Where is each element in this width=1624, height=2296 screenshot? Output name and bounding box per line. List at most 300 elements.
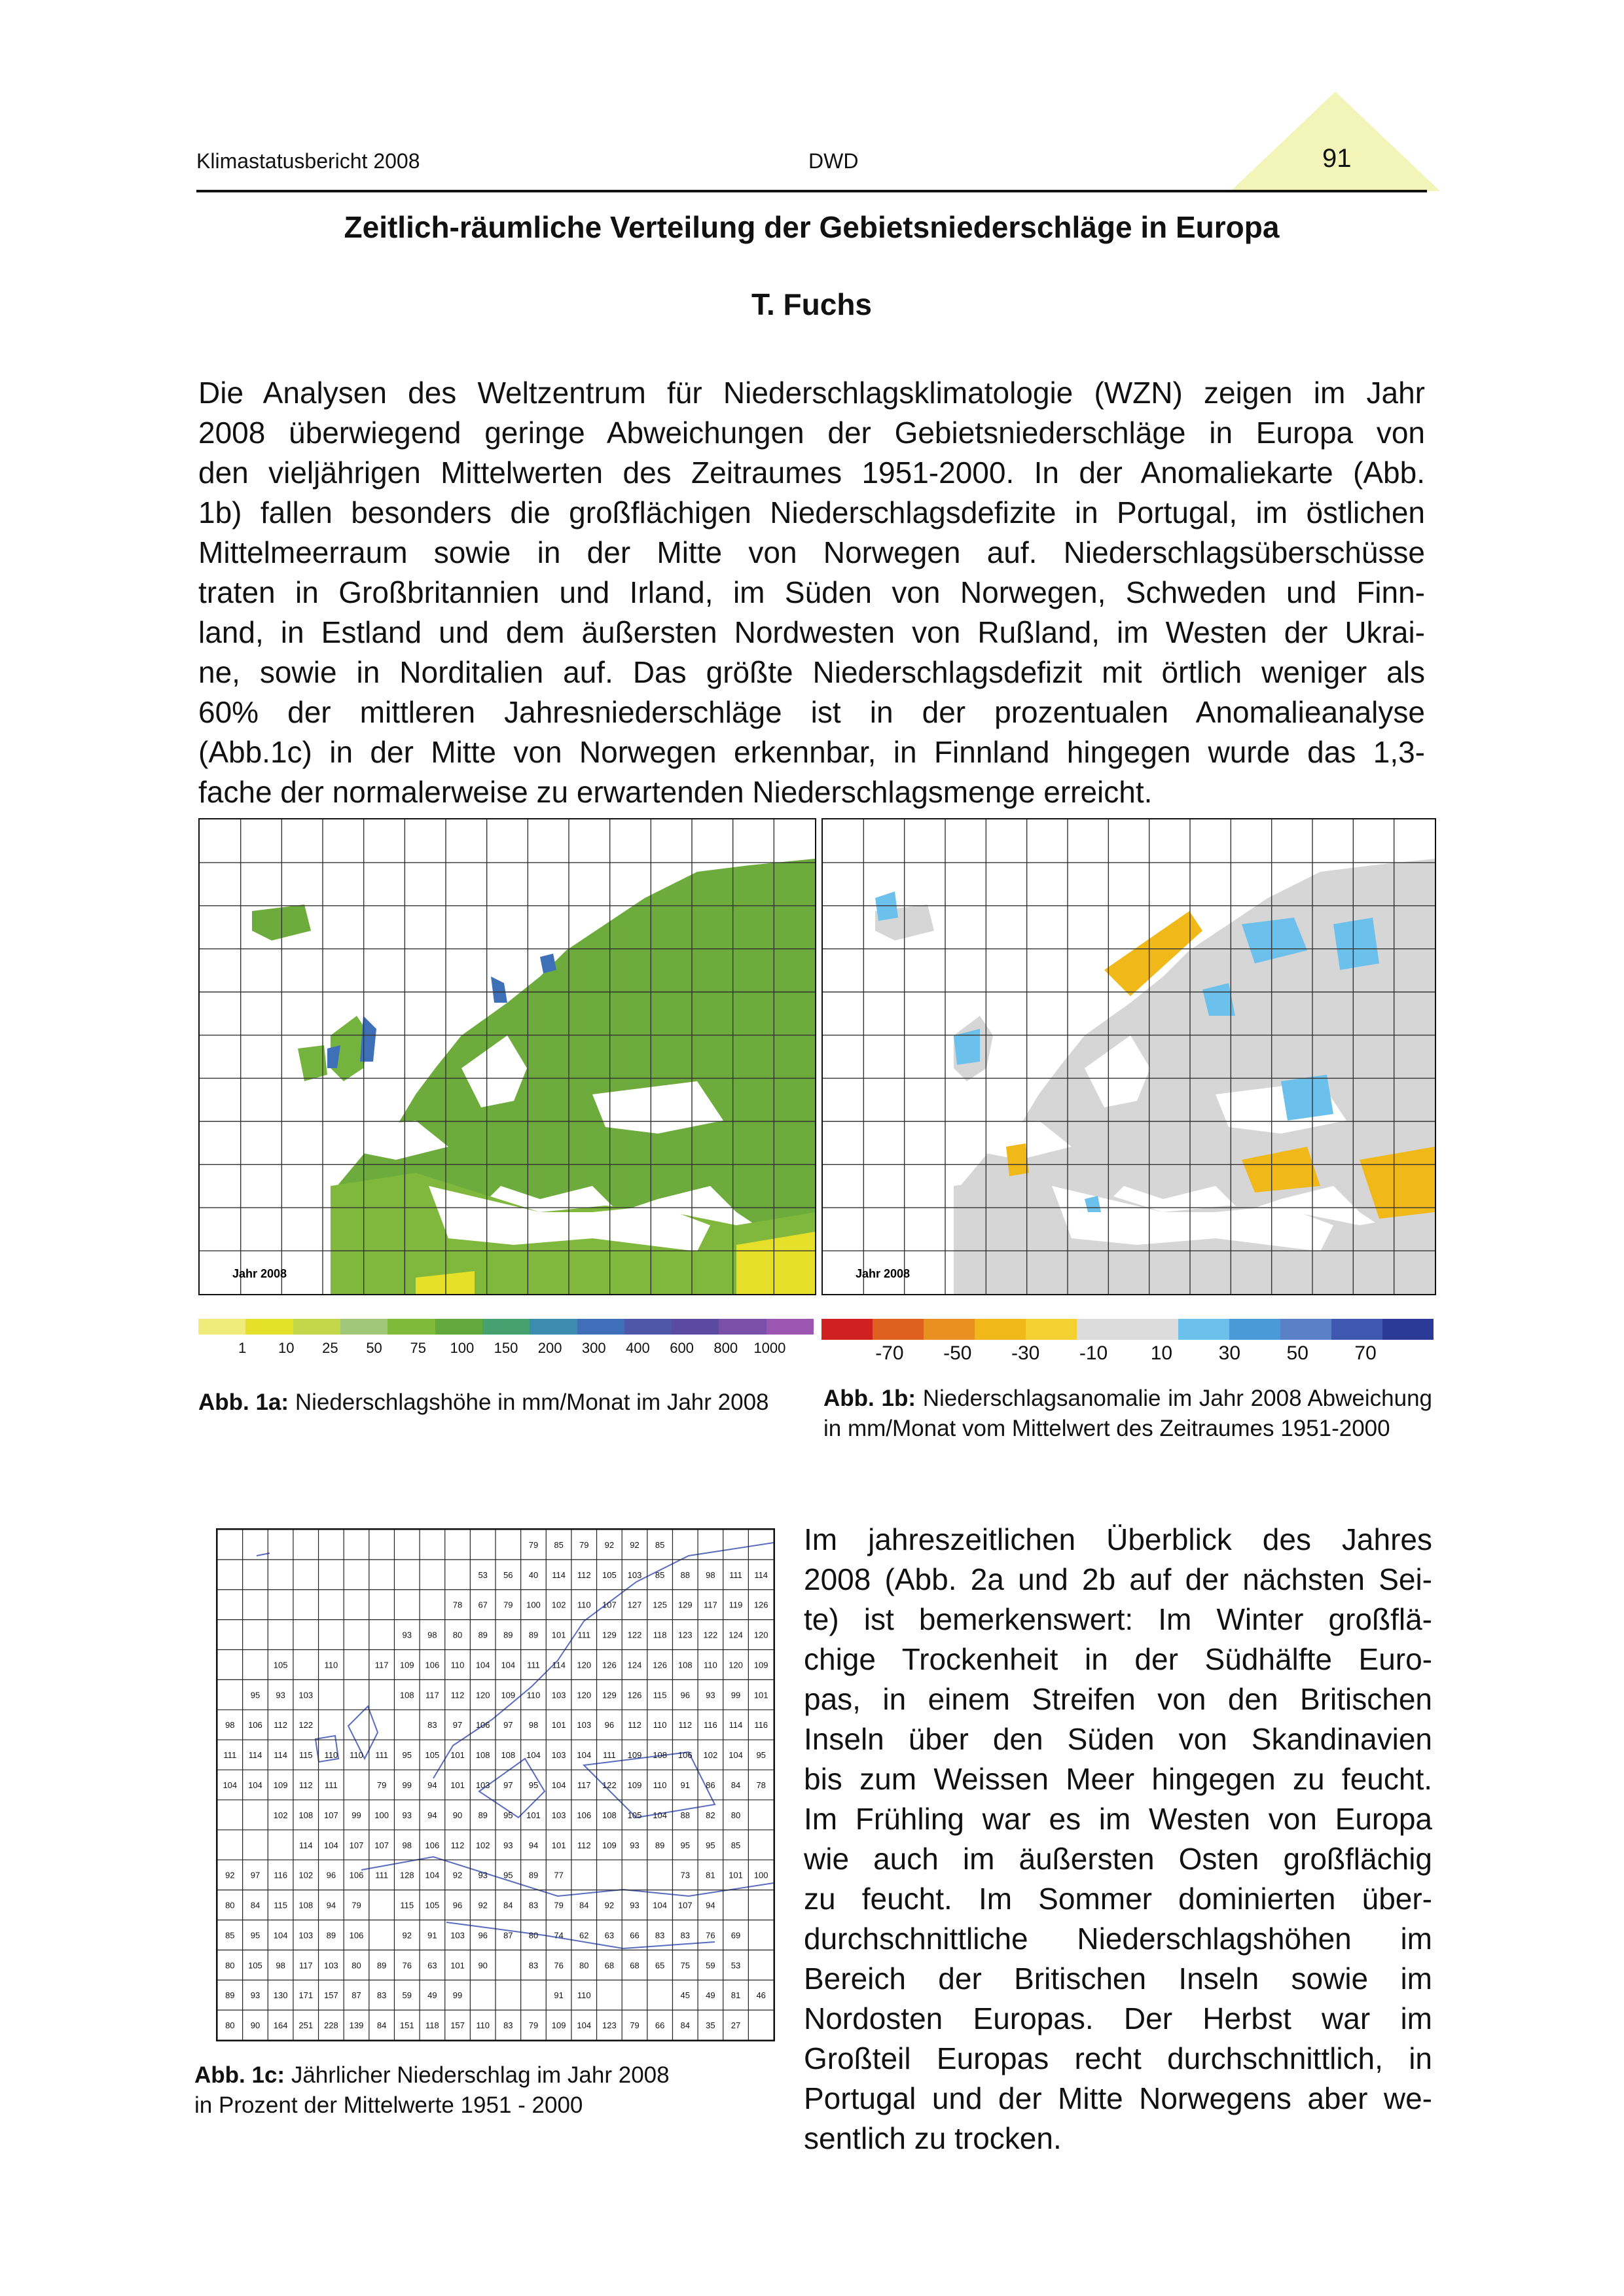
legend-label: -70 xyxy=(875,1342,904,1364)
grid-value: 93 xyxy=(706,1690,715,1700)
text-line: pas, in einem Streifen von den Britischen xyxy=(804,1682,1432,1716)
grid-value: 104 xyxy=(653,1900,667,1910)
text-line: zu feucht. Im Sommer dominierten über- xyxy=(804,1882,1432,1916)
grid-value: 112 xyxy=(274,1720,287,1731)
grid-value: 130 xyxy=(273,1990,288,2001)
grid-value: 110 xyxy=(476,2020,490,2031)
grid-value: 114 xyxy=(248,1750,262,1761)
legend-a-bar xyxy=(198,1319,814,1335)
legend-label: 10 xyxy=(1150,1342,1173,1364)
grid-value: 84 xyxy=(503,1900,513,1910)
grid-value: 103 xyxy=(627,1570,642,1580)
grid-value: 92 xyxy=(604,1900,615,1910)
grid-value: 124 xyxy=(627,1660,642,1670)
grid-value: 62 xyxy=(579,1930,589,1941)
grid-value: 102 xyxy=(551,1600,566,1610)
grid-value: 101 xyxy=(551,1630,566,1640)
grid-value: 107 xyxy=(677,1900,693,1910)
grid-value: 76 xyxy=(554,1960,564,1971)
legend-swatch xyxy=(672,1319,719,1335)
grid-value: 69 xyxy=(731,1930,741,1941)
grid-value: 117 xyxy=(704,1600,717,1610)
grid-value: 103 xyxy=(577,1720,592,1731)
article-author: T. Fuchs xyxy=(751,287,873,321)
text-line: Nordosten Europas. Der Herbst war im xyxy=(804,2001,1432,2036)
grid-value: 105 xyxy=(248,1960,262,1971)
text-line: wie auch im äußersten Osten großflächig xyxy=(804,1842,1432,1876)
grid-value: 76 xyxy=(706,1930,715,1941)
grid-value: 59 xyxy=(402,1990,412,2001)
grid-value: 111 xyxy=(577,1630,591,1640)
grid-value: 104 xyxy=(501,1660,516,1670)
grid-value: 114 xyxy=(552,1570,566,1580)
grid-value: 118 xyxy=(425,2020,439,2031)
grid-value: 118 xyxy=(653,1630,667,1640)
grid-value: 109 xyxy=(551,2020,566,2031)
grid-value: 80 xyxy=(579,1960,589,1971)
grid-value: 83 xyxy=(427,1720,437,1731)
grid-value: 120 xyxy=(577,1660,592,1670)
grid-value: 83 xyxy=(655,1930,665,1941)
grid-value: 85 xyxy=(554,1539,564,1550)
grid-value: 59 xyxy=(706,1960,715,1971)
grid-value: 106 xyxy=(425,1660,440,1670)
grid-value: 94 xyxy=(706,1900,715,1910)
text-line: Im jahreszeitlichen Überblick des Jahres xyxy=(804,1522,1432,1556)
grid-value: 171 xyxy=(298,1990,314,2001)
grid-value: 106 xyxy=(425,1840,440,1850)
grid-value: 104 xyxy=(551,1780,566,1790)
grid-value: 79 xyxy=(528,2020,539,2031)
grid-value: 116 xyxy=(274,1870,287,1880)
grid-value: 97 xyxy=(250,1870,261,1880)
grid-value: 108 xyxy=(399,1690,414,1700)
grid-value: 53 xyxy=(478,1570,488,1580)
map-b-year-label: Jahr 2008 xyxy=(856,1267,911,1280)
grid-value: 112 xyxy=(577,1840,591,1850)
grid-value: 104 xyxy=(475,1660,490,1670)
grid-value: 78 xyxy=(452,1600,463,1610)
grid-value: 66 xyxy=(630,1930,640,1941)
grid-value: 95 xyxy=(528,1780,539,1790)
grid-value: 110 xyxy=(526,1690,541,1700)
grid-value: 95 xyxy=(503,1870,513,1880)
grid-value: 114 xyxy=(274,1750,287,1761)
legend-label: 200 xyxy=(537,1340,562,1356)
legend-swatch xyxy=(1280,1319,1331,1340)
text-line: ne, sowie in Norditalien auf. Das größte Niederschlagsdefizit mit örtlich weniger als xyxy=(198,655,1425,689)
legend-swatch xyxy=(1178,1319,1229,1340)
grid-value: 110 xyxy=(653,1720,667,1731)
grid-value: 126 xyxy=(653,1660,667,1670)
legend-swatch xyxy=(198,1319,245,1335)
text-line: 2008 überwiegend geringe Abweichungen der Gebietsniederschläge in Europa von xyxy=(198,416,1425,450)
grid-value: 83 xyxy=(503,2020,513,2031)
grid-value: 106 xyxy=(577,1810,592,1820)
grid-value: 94 xyxy=(427,1780,437,1790)
map-c xyxy=(216,1528,775,2041)
text-line: Mittelmeerraum sowie in der Mitte von Norwegen auf. Niederschlagsüberschüsse xyxy=(198,535,1425,569)
grid-value: 99 xyxy=(731,1690,741,1700)
grid-value: 126 xyxy=(753,1600,768,1610)
grid-value: 96 xyxy=(478,1930,488,1941)
grid-value: 110 xyxy=(653,1780,667,1790)
legend-label: -50 xyxy=(943,1342,972,1364)
grid-value: 99 xyxy=(352,1810,361,1820)
grid-value: 90 xyxy=(452,1810,463,1820)
grid-value: 112 xyxy=(450,1690,465,1700)
grid-value: 89 xyxy=(655,1840,665,1850)
grid-value: 109 xyxy=(753,1660,768,1670)
grid-value: 112 xyxy=(450,1840,465,1850)
grid-value: 105 xyxy=(273,1660,288,1670)
caption-1c-line2: in Prozent der Mittelwerte 1951 - 2000 xyxy=(194,2092,583,2118)
map-c-drawing xyxy=(217,1530,774,2040)
grid-value: 95 xyxy=(250,1930,261,1941)
grid-value: 73 xyxy=(680,1870,691,1880)
grid-value: 89 xyxy=(528,1870,539,1880)
legend-label: -30 xyxy=(1011,1342,1040,1364)
grid-value: 117 xyxy=(374,1660,389,1670)
grid-value: 101 xyxy=(551,1720,566,1731)
grid-value: 91 xyxy=(554,1990,564,2001)
legend-swatch xyxy=(719,1319,766,1335)
grid-value: 112 xyxy=(577,1570,591,1580)
grid-value: 79 xyxy=(352,1900,361,1910)
map-a-year-label: Jahr 2008 xyxy=(232,1267,287,1280)
side-paragraph xyxy=(804,1520,1432,2159)
grid-value: 89 xyxy=(225,1990,235,2001)
grid-value: 86 xyxy=(706,1780,715,1790)
grid-value: 104 xyxy=(273,1930,288,1941)
grid-value: 122 xyxy=(602,1780,617,1790)
grid-value: 95 xyxy=(503,1810,513,1820)
grid-value: 105 xyxy=(425,1900,440,1910)
grid-value: 97 xyxy=(503,1720,513,1731)
grid-value: 99 xyxy=(402,1780,412,1790)
grid-value: 93 xyxy=(478,1870,488,1880)
grid-value: 92 xyxy=(402,1930,412,1941)
grid-value: 98 xyxy=(528,1720,539,1731)
grid-value: 53 xyxy=(731,1960,741,1971)
text-line: Großteil Europas recht durchschnittlich, in xyxy=(804,2041,1432,2075)
grid-value: 79 xyxy=(579,1539,589,1550)
legend-a xyxy=(198,1319,814,1358)
grid-value: 120 xyxy=(729,1660,743,1670)
header-left: Klimastatusbericht 2008 xyxy=(196,149,420,173)
grid-value: 96 xyxy=(604,1720,615,1731)
grid-value: 151 xyxy=(399,2020,414,2031)
grid-value: 92 xyxy=(604,1539,615,1550)
legend-swatch xyxy=(924,1319,975,1340)
grid-value: 95 xyxy=(756,1750,766,1761)
grid-value: 93 xyxy=(276,1690,285,1700)
grid-value: 89 xyxy=(503,1630,513,1640)
grid-value: 85 xyxy=(731,1840,741,1850)
grid-value: 79 xyxy=(503,1600,513,1610)
grid-value: 108 xyxy=(677,1660,693,1670)
grid-value: 63 xyxy=(604,1930,615,1941)
map-a xyxy=(198,818,816,1295)
grid-value: 110 xyxy=(704,1660,717,1670)
grid-value: 98 xyxy=(427,1630,437,1640)
legend-swatch xyxy=(1331,1319,1382,1340)
grid-value: 107 xyxy=(374,1840,389,1850)
legend-b xyxy=(821,1319,1434,1365)
legend-label: 300 xyxy=(581,1340,606,1356)
text-line: chige Trockenheit in der Südhälfte Euro- xyxy=(804,1642,1432,1676)
legend-swatch xyxy=(767,1319,814,1335)
grid-value: 80 xyxy=(452,1630,463,1640)
grid-value: 88 xyxy=(680,1570,691,1580)
legend-label: 70 xyxy=(1354,1342,1377,1364)
grid-value: 84 xyxy=(731,1780,741,1790)
grid-value: 122 xyxy=(703,1630,718,1640)
grid-value: 104 xyxy=(577,1750,592,1761)
grid-value: 104 xyxy=(653,1810,667,1820)
grid-value: 101 xyxy=(450,1780,465,1790)
grid-value: 84 xyxy=(376,2020,387,2031)
grid-value: 109 xyxy=(273,1780,288,1790)
grid-value: 129 xyxy=(602,1690,617,1700)
legend-swatch xyxy=(975,1319,1026,1340)
legend-label: 30 xyxy=(1218,1342,1241,1364)
caption-1b-label: Abb. 1b: xyxy=(823,1386,916,1411)
grid-value: 105 xyxy=(602,1570,617,1580)
grid-value: 116 xyxy=(704,1720,717,1731)
grid-value: 85 xyxy=(655,1570,665,1580)
grid-value: 108 xyxy=(475,1750,490,1761)
grid-value: 101 xyxy=(526,1810,541,1820)
grid-value: 27 xyxy=(731,2020,741,2031)
grid-value: 102 xyxy=(703,1750,718,1761)
text-line: den vieljährigen Mittelwerten des Zeitraumes 1951-2000. In der Anomaliekarte (Abb. xyxy=(198,456,1425,490)
grid-value: 80 xyxy=(528,1930,539,1941)
grid-value: 80 xyxy=(731,1810,741,1820)
legend-label: 100 xyxy=(450,1340,475,1356)
grid-value: 108 xyxy=(653,1750,667,1761)
grid-value: 101 xyxy=(450,1960,465,1971)
grid-value: 95 xyxy=(402,1750,412,1761)
grid-value: 123 xyxy=(602,2020,617,2031)
grid-value: 93 xyxy=(250,1990,261,2001)
grid-value: 105 xyxy=(627,1810,642,1820)
caption-1a-label: Abb. 1a: xyxy=(198,1390,289,1415)
grid-value: 129 xyxy=(602,1630,617,1640)
legend-label: 400 xyxy=(626,1340,650,1356)
grid-value: 102 xyxy=(273,1810,288,1820)
grid-value: 110 xyxy=(577,1990,591,2001)
grid-value: 104 xyxy=(577,2020,592,2031)
grid-value: 110 xyxy=(324,1660,338,1670)
text-line: Bereich der Britischen Inseln sowie im xyxy=(804,1962,1432,1996)
grid-value: 103 xyxy=(324,1960,338,1971)
text-line: fache der normalerweise zu erwartenden Niederschlagsmenge erreicht. xyxy=(198,775,1153,809)
grid-value: 83 xyxy=(528,1900,539,1910)
grid-value: 96 xyxy=(680,1690,691,1700)
grid-value: 102 xyxy=(298,1870,314,1880)
grid-value: 66 xyxy=(655,2020,665,2031)
grid-value: 79 xyxy=(376,1780,387,1790)
grid-value: 128 xyxy=(399,1870,414,1880)
grid-value: 75 xyxy=(680,1960,691,1971)
grid-value: 108 xyxy=(602,1810,617,1820)
grid-value: 40 xyxy=(528,1570,539,1580)
grid-value: 95 xyxy=(706,1840,715,1850)
grid-value: 100 xyxy=(526,1600,541,1610)
grid-value: 114 xyxy=(552,1660,566,1670)
grid-value: 79 xyxy=(528,1539,539,1550)
grid-value: 100 xyxy=(753,1870,768,1880)
grid-value: 80 xyxy=(225,1960,235,1971)
grid-value: 103 xyxy=(475,1780,490,1790)
grid-value: 106 xyxy=(349,1930,364,1941)
legend-label: 50 xyxy=(1286,1342,1308,1364)
grid-value: 104 xyxy=(526,1750,541,1761)
text-line: bis zum Weissen Meer hingegen zu feucht. xyxy=(804,1762,1432,1796)
grid-value: 83 xyxy=(680,1930,691,1941)
grid-value: 74 xyxy=(554,1930,564,1941)
grid-value: 139 xyxy=(349,2020,364,2031)
legend-swatch xyxy=(1026,1319,1077,1340)
grid-value: 164 xyxy=(273,2020,288,2031)
grid-value: 89 xyxy=(326,1930,336,1941)
grid-value: 120 xyxy=(753,1630,768,1640)
grid-value: 80 xyxy=(225,1900,235,1910)
grid-value: 106 xyxy=(475,1720,490,1731)
grid-value: 111 xyxy=(375,1750,389,1761)
grid-value: 94 xyxy=(427,1810,437,1820)
grid-value: 91 xyxy=(680,1780,691,1790)
grid-value: 101 xyxy=(450,1750,465,1761)
legend-b-bar xyxy=(821,1319,1434,1340)
grid-value: 76 xyxy=(402,1960,412,1971)
grid-value: 87 xyxy=(503,1930,513,1941)
grid-value: 103 xyxy=(551,1810,566,1820)
grid-value: 120 xyxy=(577,1690,592,1700)
grid-value: 89 xyxy=(478,1810,488,1820)
grid-value: 129 xyxy=(677,1600,693,1610)
grid-value: 98 xyxy=(706,1570,715,1580)
grid-value: 124 xyxy=(729,1630,743,1640)
grid-value: 112 xyxy=(628,1720,641,1731)
caption-1b xyxy=(823,1384,1432,1444)
grid-value: 89 xyxy=(528,1630,539,1640)
grid-value: 85 xyxy=(225,1930,235,1941)
grid-value: 106 xyxy=(677,1750,693,1761)
grid-value: 77 xyxy=(554,1870,564,1880)
grid-value: 56 xyxy=(503,1570,513,1580)
grid-value: 93 xyxy=(630,1900,640,1910)
legend-swatch xyxy=(1077,1319,1128,1340)
map-b xyxy=(821,818,1436,1295)
legend-swatch xyxy=(873,1319,924,1340)
legend-swatch xyxy=(245,1319,293,1335)
page-number: 91 xyxy=(1322,144,1352,173)
legend-label: 50 xyxy=(366,1340,382,1356)
grid-value: 111 xyxy=(729,1570,742,1580)
caption-1c xyxy=(194,2060,797,2121)
grid-value: 84 xyxy=(250,1900,261,1910)
grid-value: 94 xyxy=(326,1900,336,1910)
grid-value: 98 xyxy=(402,1840,412,1850)
grid-value: 49 xyxy=(706,1990,715,2001)
grid-value: 115 xyxy=(298,1750,313,1761)
grid-value: 106 xyxy=(248,1720,262,1731)
grid-value: 46 xyxy=(756,1990,766,2001)
grid-value: 101 xyxy=(753,1690,768,1700)
legend-label: 75 xyxy=(410,1340,426,1356)
grid-value: 157 xyxy=(324,1990,338,2001)
text-line: 2008 (Abb. 2a und 2b auf der nächsten Sei- xyxy=(804,1562,1432,1596)
caption-1c-line1: Jährlicher Niederschlag im Jahr 2008 xyxy=(291,2062,670,2088)
grid-value: 127 xyxy=(627,1600,642,1610)
caption-1a-text: Niederschlagshöhe in mm/Monat im Jahr 2008 xyxy=(295,1390,769,1415)
grid-value: 85 xyxy=(655,1539,665,1550)
grid-value: 103 xyxy=(298,1930,314,1941)
grid-value: 103 xyxy=(551,1750,566,1761)
grid-value: 81 xyxy=(731,1990,741,2001)
grid-value: 110 xyxy=(350,1750,363,1761)
legend-label: 150 xyxy=(494,1340,518,1356)
grid-value: 114 xyxy=(754,1570,768,1580)
grid-value: 78 xyxy=(756,1780,766,1790)
grid-value: 93 xyxy=(402,1810,412,1820)
grid-value: 93 xyxy=(402,1630,412,1640)
text-line: 60% der mittleren Jahresniederschläge ist in der prozentualen Anomalieanalyse xyxy=(198,695,1425,729)
grid-value: 65 xyxy=(655,1960,665,1971)
text-line: te) ist bemerkenswert: Im Winter großflä- xyxy=(804,1602,1432,1636)
grid-value: 120 xyxy=(475,1690,490,1700)
legend-swatch xyxy=(821,1319,873,1340)
grid-value: 90 xyxy=(478,1960,488,1971)
grid-value: 98 xyxy=(225,1720,235,1731)
grid-value: 63 xyxy=(427,1960,437,1971)
grid-value: 95 xyxy=(680,1840,691,1850)
grid-value: 91 xyxy=(427,1930,437,1941)
grid-value: 109 xyxy=(602,1840,617,1850)
grid-value: 109 xyxy=(627,1750,642,1761)
grid-value: 108 xyxy=(501,1750,516,1761)
text-line: durchschnittliche Niederschlagshöhen im xyxy=(804,1922,1432,1956)
text-line: land, in Estland und dem äußersten Nordwesten von Rußland, im Westen der Ukrai- xyxy=(198,615,1425,649)
grid-value: 93 xyxy=(503,1840,513,1850)
legend-swatch xyxy=(1229,1319,1280,1340)
grid-value: 115 xyxy=(400,1900,414,1910)
grid-value: 115 xyxy=(653,1690,667,1700)
grid-value: 49 xyxy=(427,1990,437,2001)
grid-value: 97 xyxy=(503,1780,513,1790)
grid-value: 95 xyxy=(250,1690,261,1700)
grid-value: 35 xyxy=(706,2020,715,2031)
legend-swatch xyxy=(435,1319,482,1335)
grid-value: 79 xyxy=(554,1900,564,1910)
text-line: sentlich zu trocken. xyxy=(804,2121,1062,2155)
grid-value: 110 xyxy=(577,1600,591,1610)
legend-label: 600 xyxy=(670,1340,694,1356)
grid-value: 68 xyxy=(604,1960,615,1971)
grid-value: 116 xyxy=(754,1720,768,1731)
grid-value: 108 xyxy=(298,1810,314,1820)
grid-value: 96 xyxy=(326,1870,336,1880)
grid-value: 98 xyxy=(276,1960,285,1971)
text-line: Portugal und der Mitte Norwegens aber we- xyxy=(804,2081,1432,2115)
grid-value: 81 xyxy=(706,1870,715,1880)
grid-value: 107 xyxy=(349,1840,364,1850)
grid-value: 117 xyxy=(425,1690,439,1700)
grid-value: 117 xyxy=(577,1780,591,1790)
grid-value: 93 xyxy=(630,1840,640,1850)
